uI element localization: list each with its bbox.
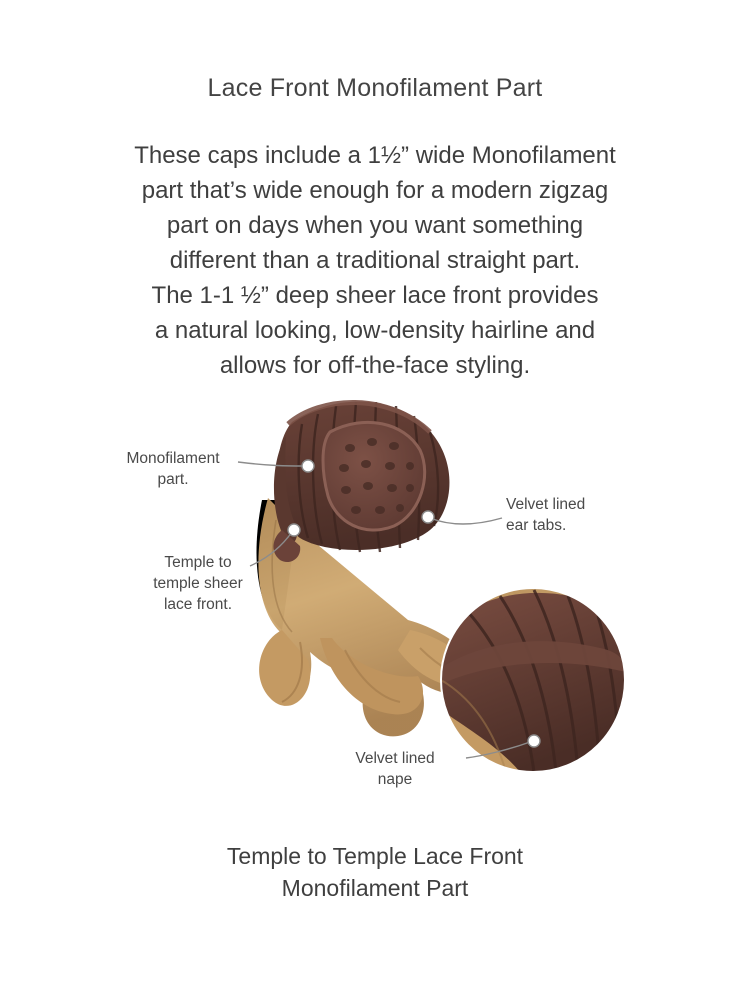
label-line: ear tabs. bbox=[506, 517, 567, 534]
label-line: Temple to bbox=[164, 554, 232, 571]
description-line: a natural looking, low-density hairline and bbox=[154, 317, 596, 344]
description-paragraph bbox=[75, 138, 675, 383]
wig-cap-diagram bbox=[0, 380, 750, 820]
label-line: part. bbox=[157, 471, 189, 488]
label-line: Velvet lined bbox=[506, 496, 586, 513]
description-line: allows for off-the-face styling. bbox=[219, 352, 531, 379]
label-line: nape bbox=[377, 771, 413, 788]
diagram-caption bbox=[0, 840, 750, 904]
label-temple-to-temple-lace-front bbox=[148, 552, 248, 615]
label-monofilament-part bbox=[108, 448, 238, 490]
monofilament-panel bbox=[323, 422, 425, 530]
label-line: Velvet lined bbox=[355, 750, 435, 767]
page-title: Lace Front Monofilament Part bbox=[207, 74, 543, 102]
description-line: The 1-1 ½” deep sheer lace front provides bbox=[151, 282, 599, 309]
label-line: lace front. bbox=[163, 596, 233, 613]
label-line: Monofilament bbox=[126, 450, 220, 467]
label-velvet-lined-ear-tabs bbox=[506, 494, 616, 536]
description-line: different than a traditional straight part. bbox=[169, 247, 581, 274]
description-line: part on days when you want something bbox=[166, 212, 584, 239]
caption-line: Monofilament Part bbox=[281, 875, 469, 901]
label-velvet-lined-nape bbox=[330, 748, 460, 790]
label-line: temple sheer bbox=[153, 575, 243, 592]
caption-line: Temple to Temple Lace Front bbox=[226, 843, 524, 869]
description-line: These caps include a 1½” wide Monofilament bbox=[134, 142, 616, 169]
description-line: part that’s wide enough for a modern zigzag bbox=[141, 177, 609, 204]
